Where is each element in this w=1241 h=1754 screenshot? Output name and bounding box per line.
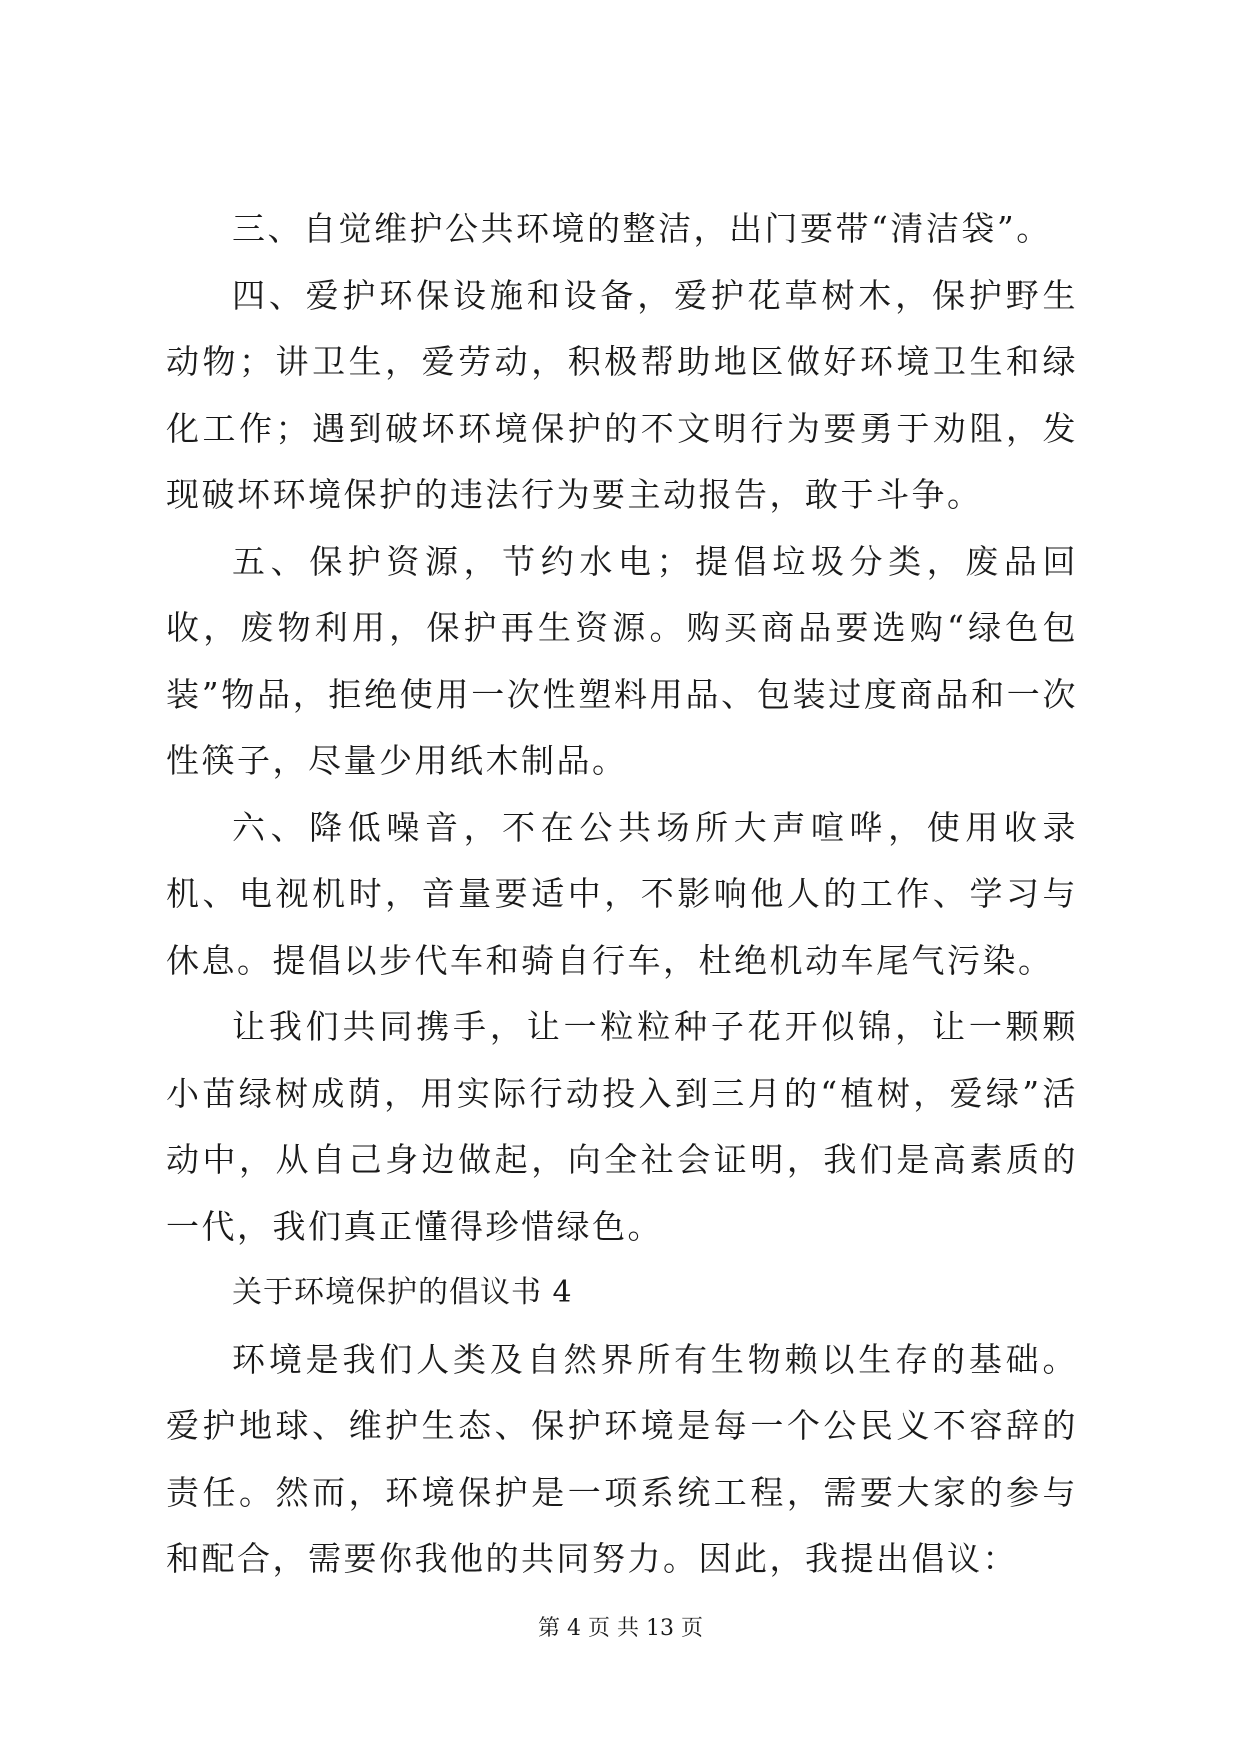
section-title: 关于环境保护的倡议书 4: [232, 1275, 573, 1310]
paragraph-item-4: 四、爱护环保设施和设备，爱护花草树木，保护野生动物；讲卫生，爱劳动，积极帮助地区做好环境卫生和绿化工作；遇到破坏环境保护的不文明行为要勇于劝阻，发现破坏环境保护的违法行为要主动报告，敢于斗争。: [166, 275, 1078, 514]
section-intro-paragraph: 环境是我们人类及自然界所有生物赖以生存的基础。爱护地球、维护生态、保护环境是每一个公民义不容辞的责任。然而，环境保护是一项系统工程，需要大家的参与和配合，需要你我他的共同努力。因此，我提出倡议：: [166, 1339, 1078, 1578]
page-footer: 第 4 页 共 13 页: [538, 1616, 703, 1641]
paragraph-item-6: 六、降低噪音，不在公共场所大声喧哗，使用收录机、电视机时，音量要适中，不影响他人的工作、学习与休息。提倡以步代车和骑自行车，杜绝机动车尾气污染。: [166, 807, 1078, 980]
paragraph-item-5: 五、保护资源，节约水电；提倡垃圾分类，废品回收，废物利用，保护再生资源。购买商品要选购“绿色包装”物品，拒绝使用一次性塑料用品、包装过度商品和一次性筷子，尽量少用纸木制品。: [166, 541, 1078, 780]
paragraph-item-3: 三、自觉维护公共环境的整洁，出门要带“清洁袋”。: [232, 209, 1052, 248]
paragraph-closing: 让我们共同携手，让一粒粒种子花开似锦，让一颗颗小苗绿树成荫，用实际行动投入到三月的“植树，爱绿”活动中，从自己身边做起，向全社会证明，我们是高素质的一代，我们真正懂得珍惜绿色。: [166, 1007, 1078, 1246]
document-body: [166, 196, 1078, 1593]
